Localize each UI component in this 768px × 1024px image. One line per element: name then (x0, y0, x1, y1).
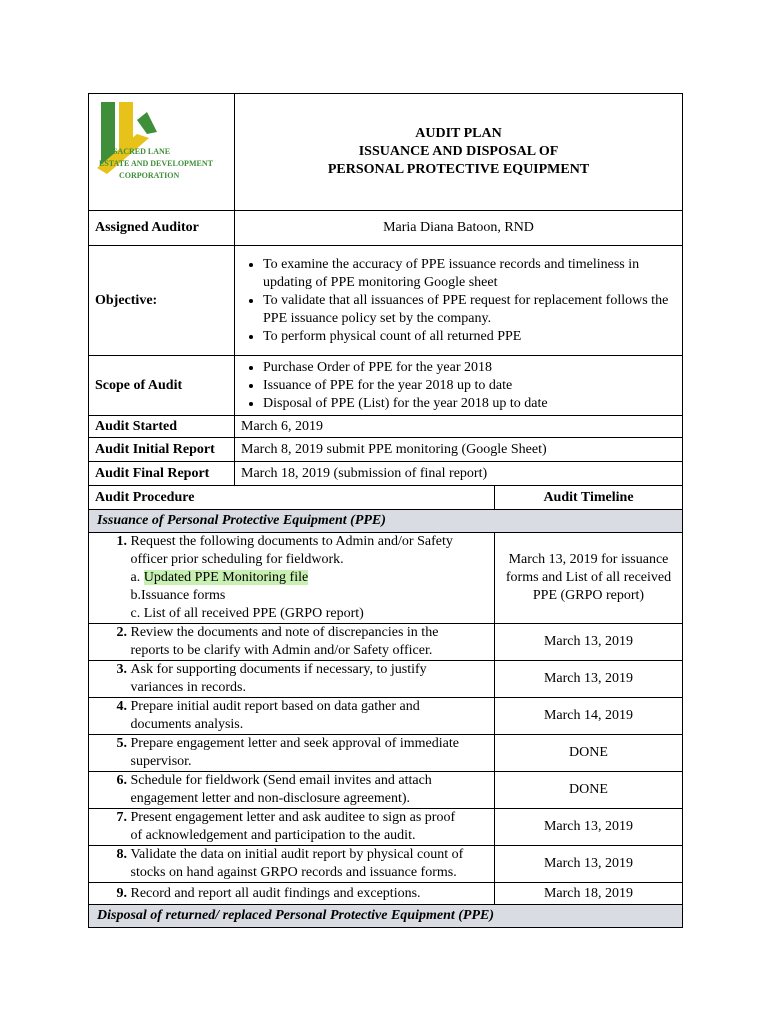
step-timeline: March 13, 2019 for issuance forms and List of all received PPE (GRPO report) (495, 533, 683, 624)
step-timeline: DONE (495, 772, 683, 809)
audit-started-label: Audit Started (89, 416, 235, 438)
step-number: 8. (116, 847, 127, 862)
step-number: 9. (116, 885, 127, 901)
title-line-3: PERSONAL PROTECTIVE EQUIPMENT (327, 162, 590, 177)
assigned-auditor-value: Maria Diana Batoon, RND (235, 211, 683, 246)
objective-item: • To validate that all issuances of PPE request for replacement follows the PPE issuance policy set by the company. (263, 292, 676, 328)
sub-item-highlighted: Updated PPE Monitoring file (143, 570, 309, 585)
step-timeline: March 13, 2019 (495, 846, 683, 883)
procedure-step (89, 809, 495, 846)
final-report-label: Audit Final Report (89, 462, 235, 486)
procedure-step (89, 661, 495, 698)
assigned-auditor-label: Assigned Auditor (89, 211, 235, 246)
initial-report-value: March 8, 2019 submit PPE monitoring (Google Sheet) (235, 438, 683, 462)
step-number: 3. (116, 662, 127, 677)
title-line-2: ISSUANCE AND DISPOSAL OF (358, 144, 559, 159)
step-text: Validate the data on initial audit report by physical count of stocks on hand against GRPO records and issuance forms. (130, 847, 464, 880)
logo-line-3: CORPORATION (119, 171, 180, 180)
step-text: Schedule for fieldwork (Send email invites and attach engagement letter and non-disclosure agreement). (130, 773, 432, 806)
sub-item: Issuance forms (141, 588, 226, 603)
procedure-step (89, 735, 495, 772)
step-number: 4. (116, 699, 127, 714)
step-timeline: March 13, 2019 (495, 661, 683, 698)
sub-item: List of all received PPE (GRPO report) (143, 606, 364, 621)
step-text: Prepare initial audit report based on data gather and documents analysis. (130, 699, 420, 732)
audit-started-value: March 6, 2019 (235, 416, 683, 438)
step-number: 5. (116, 736, 127, 751)
step-text: Prepare engagement letter and seek approval of immediate supervisor. (130, 736, 459, 769)
procedure-step (89, 698, 495, 735)
step-text: Present engagement letter and ask auditee to sign as proof of acknowledgement and participation to the audit. (130, 810, 456, 843)
procedure-step (89, 883, 495, 905)
step-timeline: March 18, 2019 (495, 883, 683, 905)
step-text: Request the following documents to Admin and/or Safety officer prior scheduling for fieldwork. (130, 534, 453, 567)
procedure-step (89, 846, 495, 883)
objective-item: • To examine the accuracy of PPE issuance records and timeliness in updating of PPE monitoring Google sheet (263, 256, 676, 292)
sub-marker: b. (130, 588, 141, 603)
logo-cell (89, 94, 235, 211)
step-text: Record and report all audit findings and exceptions. (130, 885, 421, 901)
scope-item: • Disposal of PPE (List) for the year 2018 up to date (263, 395, 676, 413)
procedure-header: Audit Procedure (89, 486, 495, 510)
scope-label: Scope of Audit (89, 356, 235, 416)
step-number: 7. (116, 810, 127, 825)
objective-list (235, 246, 683, 356)
objective-label: Objective: (89, 246, 235, 356)
document-title (235, 94, 683, 211)
logo-line-1: SACRED LANE (113, 147, 171, 156)
procedure-step (89, 772, 495, 809)
audit-plan-table (88, 93, 683, 928)
step-timeline: March 13, 2019 (495, 809, 683, 846)
sub-marker: c. (130, 606, 141, 621)
step-timeline: March 13, 2019 (495, 624, 683, 661)
objective-item: • To perform physical count of all returned PPE (263, 328, 676, 346)
scope-item: • Issuance of PPE for the year 2018 up to date (263, 377, 676, 395)
timeline-header: Audit Timeline (495, 486, 683, 510)
step-number: 6. (116, 773, 127, 788)
step-number: 1. (116, 534, 127, 549)
procedure-step (89, 624, 495, 661)
step-text: Ask for supporting documents if necessary, to justify variances in records. (130, 662, 427, 695)
sub-marker: a. (130, 570, 141, 585)
step-timeline: March 14, 2019 (495, 698, 683, 735)
step-text: Review the documents and note of discrepancies in the reports to be clarify with Admin and/or Safety officer. (130, 625, 439, 658)
procedure-step (89, 533, 495, 624)
initial-report-label: Audit Initial Report (89, 438, 235, 462)
audit-plan-document (88, 93, 682, 928)
logo-line-2: ESTATE AND DEVELOPMENT (99, 159, 213, 168)
step-timeline: DONE (495, 735, 683, 772)
title-line-1: AUDIT PLAN (415, 126, 502, 141)
step-number: 2. (116, 625, 127, 640)
final-report-value: March 18, 2019 (submission of final report) (235, 462, 683, 486)
section-issuance-title: Issuance of Personal Protective Equipment (PPE) (89, 510, 683, 533)
scope-item: • Purchase Order of PPE for the year 2018 (263, 359, 676, 377)
company-logo (89, 94, 235, 204)
scope-list (235, 356, 683, 416)
section-disposal-title: Disposal of returned/ replaced Personal Protective Equipment (PPE) (89, 905, 683, 928)
